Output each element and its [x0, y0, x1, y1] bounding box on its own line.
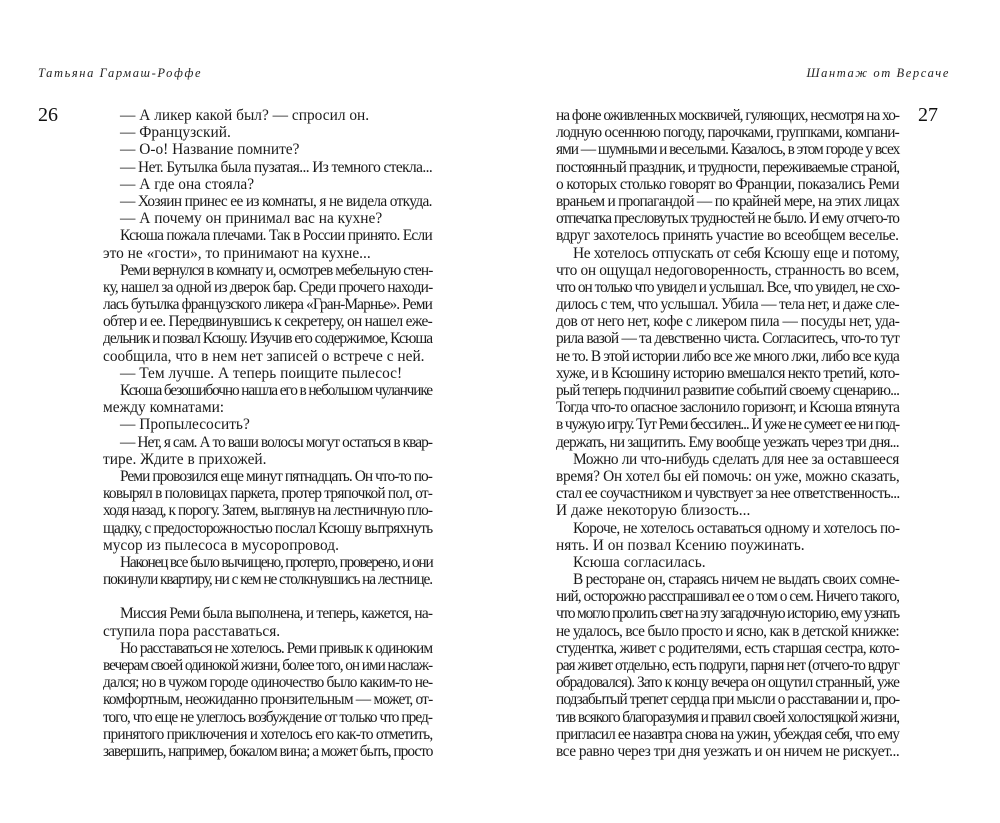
text-line: о которых столько говорят во Франции, показались Реми — [556, 175, 900, 193]
text-line: вечерам своей одинокой жизни, более того, он ими наслаж- — [103, 657, 433, 674]
text-line: вдруг захотелось принять участие во всеобщем веселье. — [556, 227, 899, 245]
text-line: принятого приключения и хотелось его как-то отметить, — [103, 725, 433, 743]
text-line: время? Он хотел бы ей помочь: он уже, можно сказать, — [556, 467, 900, 485]
text-line: ний, осторожно расспрашивал ее о том о сем. Ничего такого, — [556, 588, 899, 606]
page-number-right: 27 — [918, 104, 938, 126]
text-line: стал ее соучастником и чувствует за нее ответственность... — [556, 485, 900, 503]
text-line: щадку, с предосторожностью послал Ксюшу вытряхнуть — [103, 519, 433, 537]
text-line: держать, ни защитить. Ему вообще уезжать через три дня... — [556, 433, 899, 451]
text-line: дельник и позвал Ксюшу. Изучив его содержимое, Ксюша — [103, 330, 433, 348]
text-line: тив всякого благоразумия и правил своей холостяцкой жизни, — [556, 708, 899, 726]
text-line: В ресторане он, стараясь ничем не выдать своих сомне- — [573, 571, 899, 589]
text-line: — Французский. — [120, 124, 231, 142]
text-line: — Нет, я сам. А то ваши волосы могут остаться в квар- — [120, 433, 433, 451]
text-line: враньем и пропагандой — по крайней мере, на этих лицах — [556, 192, 900, 210]
text-line: Можно ли что-нибудь сделать для нее за оставшееся — [573, 450, 899, 468]
text-line: завершить, например, бокалом вина; а может быть, просто — [103, 742, 433, 760]
text-line: — Пропылесосить? — [120, 416, 250, 434]
text-line — [103, 588, 432, 605]
text-line: Тогда что-то опасное заслонило горизонт, и Ксюша втянута — [556, 399, 900, 417]
running-head-left: Татьяна Гармаш-Роффе — [38, 66, 203, 80]
text-line: ходя назад, к порогу. Затем, выглянув на лестничную пло- — [103, 502, 433, 520]
left-page-text — [103, 107, 432, 760]
text-line: обтер и ее. Передвинувшись к секретеру, он нашел еже- — [103, 313, 433, 331]
text-line: — Тем лучше. А теперь поищите пылесос! — [120, 364, 403, 382]
text-line: дилось с тем, что услышал. Убила — тела нет, и даже сле- — [556, 296, 899, 314]
right-page-text — [556, 107, 899, 760]
text-line: не то. В этой истории либо все же много лжи, либо все куда — [556, 347, 899, 365]
text-line: подзабытый трепет сердца при мысли о расставании и, про- — [556, 691, 900, 709]
text-line: рая живет отдельно, есть подруги, парня нет (отчего-то вдруг — [556, 657, 899, 674]
text-line: И даже некоторую близость... — [556, 502, 751, 520]
text-line: мусор из пылесоса в мусоропровод. — [103, 536, 339, 554]
text-line: рила вазой — та девственно чиста. Согласитесь, что-то тут — [556, 330, 900, 348]
text-line: ями — шумными и веселыми. Казалось, в этом городе у всех — [556, 141, 900, 159]
text-line: на фоне оживленных москвичей, гуляющих, несмотря на хо- — [556, 107, 899, 124]
text-line: что он только что увидел и услышал. Все, что увидел, не схо- — [556, 278, 899, 296]
text-line: тире. Ждите в прихожей. — [103, 450, 267, 468]
text-line: ступила пора расставаться. — [103, 622, 281, 640]
text-line: — А ликер какой был? — спросил он. — [120, 107, 370, 124]
text-line: ку, нашел за одной из дверок бар. Среди прочего находи- — [103, 278, 433, 296]
text-line: Миссия Реми была выполнена, и теперь, кажется, на- — [120, 605, 433, 623]
text-line: лась бутылка французского ликера «Гран-Марнье». Реми — [103, 296, 432, 314]
text-line: обрадовался). Зато к концу вечера он ощутил странный, уже — [556, 674, 899, 692]
text-line: в чужую игру. Тут Реми бессилен... И уже не сумеет ее ни под- — [556, 416, 899, 434]
text-line: ковырял в половицах паркета, протер тряпочкой пол, от- — [103, 485, 433, 503]
text-line: что могло пролить свет на эту загадочную историю, ему узнать — [556, 605, 899, 623]
text-line: того, что еще не улеглось возбуждение от только что пред- — [103, 708, 432, 726]
text-line: — А почему он принимал вас на кухне? — [120, 210, 383, 228]
text-line: все равно через три дня уезжать и он ничем не рискует... — [556, 742, 900, 760]
text-line: Ксюша согласилась. — [573, 553, 706, 571]
text-line: дов от него нет, кофе с ликером пила — посуды нет, уда- — [556, 313, 900, 331]
page-number-left: 26 — [38, 104, 58, 126]
text-line: пригласил ее назавтра снова на ужин, убеждая себя, что ему — [556, 725, 899, 743]
text-line: Наконец все было вычищено, протерто, проверено, и они — [120, 553, 433, 571]
text-line: Реми вернулся в комнату и, осмотрев мебельную стен- — [120, 261, 433, 279]
text-line: Короче, не хотелось оставаться одному и хотелось по- — [573, 519, 900, 537]
running-head-right: Шантаж от Версаче — [806, 66, 950, 80]
text-line: дался; но в чужом городе одиночество было каким-то не- — [103, 674, 433, 692]
text-line: Не хотелось отпускать от себя Ксюшу еще и потому, — [573, 244, 900, 262]
text-line: — О-о! Название помните? — [120, 141, 300, 159]
text-line: — Хозяин принес ее из комнаты, я не видела откуда. — [120, 192, 432, 210]
text-line: — А где она стояла? — [120, 175, 255, 193]
text-line: — Нет. Бутылка была пузатая... Из темного стекла... — [120, 158, 433, 176]
text-line: отпечатка пресловутых трудностей не было. И ему отчего-то — [556, 210, 899, 228]
text-line: нять. И он позвал Ксению поужинать. — [556, 536, 805, 554]
text-line: что он ощущал недоговоренность, странность во всем, — [556, 261, 899, 279]
text-line: рый теперь подчинил развитие событий своему сценарию... — [556, 382, 900, 399]
text-line: Ксюша безошибочно нашла его в небольшом чуланчике — [120, 382, 432, 399]
text-line: студентка, живет с родителями, есть старшая сестра, кото- — [556, 639, 899, 657]
text-line: покинули квартиру, ни с кем не столкнувшись на лестнице. — [103, 571, 433, 589]
text-line: это не «гости», то принимают на кухне... — [103, 244, 371, 262]
text-line: между комнатами: — [103, 399, 225, 417]
text-line: лодную осеннюю погоду, парочками, группками, компани- — [556, 124, 899, 142]
text-line: Но расставаться не хотелось. Реми привык к одиноким — [120, 639, 433, 657]
text-line: комфортным, неожиданно пронзительным — может, от- — [103, 691, 433, 709]
text-line: Ксюша пожала плечами. Так в России принято. Если — [120, 227, 432, 245]
text-line: сообщила, что в нем нет записей о встрече с ней. — [103, 347, 425, 365]
text-line: постоянный праздник, и трудности, переживаемые страной, — [556, 158, 900, 176]
text-line: хуже, и в Ксюшину историю вмешался некто третий, кото- — [556, 364, 899, 382]
text-line: не удалось, все было просто и ясно, как в детской книжке: — [556, 622, 899, 640]
text-line: Реми провозился еще минут пятнадцать. Он что-то по- — [120, 467, 432, 485]
